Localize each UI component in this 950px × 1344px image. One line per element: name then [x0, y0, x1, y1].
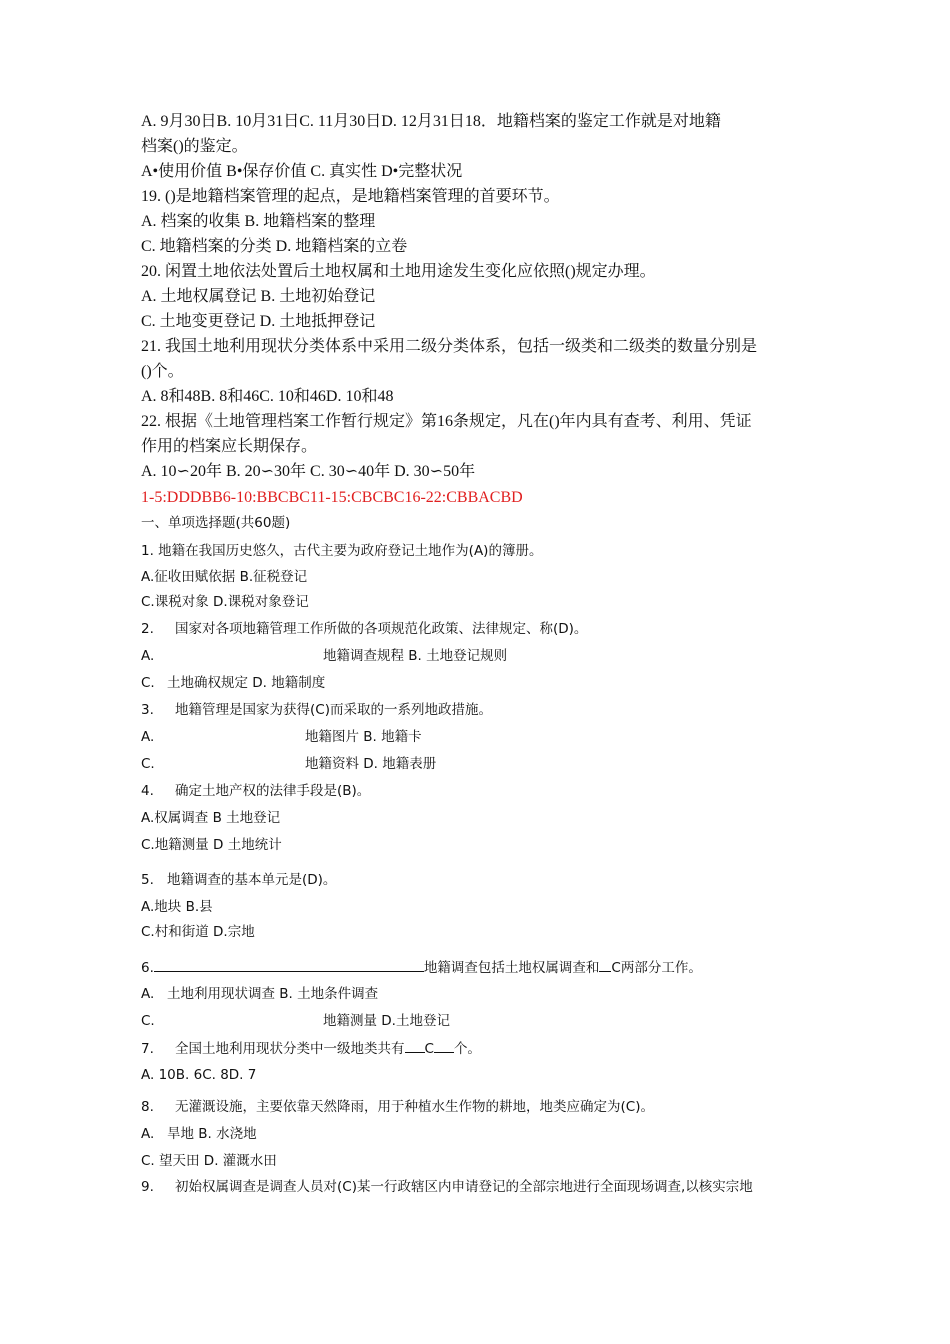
question-number: 3. — [141, 702, 154, 718]
text-line: A•使用价值 B•保存价值 C. 真实性 D•完整状况 — [141, 163, 463, 180]
answer-blank — [154, 957, 424, 972]
answer-blank — [405, 1038, 425, 1053]
question-number: 2. — [141, 621, 154, 637]
text-line: 档案()的鉴定。 — [141, 138, 248, 155]
question-number: 8. — [141, 1099, 154, 1115]
section-title: 一、单项选择题(共60题) — [141, 515, 291, 531]
option-text: 土地利用现状调查 B. 土地条件调查 — [167, 986, 379, 1002]
answer-blank — [434, 1038, 454, 1053]
option-text: 地籍调查规程 B. 土地登记规则 — [323, 648, 508, 664]
question-number: 6. — [141, 960, 154, 976]
question-8 — [141, 1097, 654, 1117]
option-label: A. — [141, 729, 155, 745]
answer-key: 1-5:DDDBB6-10:BBCBC11-15:CBCBC16-22:CBBACBD — [141, 489, 523, 506]
question-number: 9. — [141, 1179, 154, 1195]
answer-letter: C — [424, 1041, 434, 1057]
question-number: 5. — [141, 872, 154, 888]
question-text: 初始权属调查是调查人员对(C)某一行政辖区内申请登记的全部宗地进行全面现场调查,以核实宗地 — [175, 1179, 753, 1195]
options-line — [141, 727, 422, 747]
text-line: C. 土地变更登记 D. 土地抵押登记 — [141, 313, 376, 330]
options-line — [141, 1011, 450, 1031]
question-number: 4. — [141, 783, 154, 799]
text-line: ()个。 — [141, 363, 184, 380]
answer-blank — [599, 957, 611, 972]
question-tail: 两部分工作。 — [620, 960, 702, 976]
text-line: A. 9月30日B. 10月31日C. 11月30日D. 12月31日18．地籍档案的鉴定工作就是对地籍 — [141, 113, 721, 130]
text-line: A. 10∽20年 B. 20∽30年 C. 30∽40年 D. 30∽50年 — [141, 463, 476, 480]
question-19: 19. ()是地籍档案管理的起点，是地籍档案管理的首要环节。 — [141, 188, 560, 205]
question-5 — [141, 870, 336, 890]
text-line: C. 地籍档案的分类 D. 地籍档案的立卷 — [141, 238, 408, 255]
options-line: A.地块 B.县 — [141, 899, 213, 915]
question-tail: 个。 — [453, 1041, 481, 1057]
options-line — [141, 646, 507, 666]
question-7 — [141, 1038, 481, 1059]
option-text: 地籍资料 D. 地籍表册 — [305, 756, 437, 772]
question-text: 确定土地产权的法律手段是(B)。 — [175, 783, 371, 799]
question-21: 21. 我国土地利用现状分类体系中采用二级分类体系，包括一级类和二级类的数量分别是 — [141, 338, 758, 355]
option-label: A. — [141, 648, 155, 664]
option-text: 土地确权规定 D. 地籍制度 — [167, 675, 326, 691]
answer-letter: C — [611, 960, 621, 976]
question-3 — [141, 700, 492, 720]
options-line: C.地籍测量 D 土地统计 — [141, 837, 282, 853]
text-line: 作用的档案应长期保存。 — [141, 438, 318, 455]
options-line — [141, 984, 378, 1004]
options-line — [141, 1124, 257, 1144]
option-text: 地籍测量 D.土地登记 — [323, 1013, 450, 1029]
question-6 — [141, 957, 702, 978]
options-line — [141, 754, 436, 774]
text-line: A. 8和48B. 8和46C. 10和46D. 10和48 — [141, 388, 394, 405]
options-line: A.权属调查 B 土地登记 — [141, 810, 281, 826]
question-number: 7. — [141, 1041, 154, 1057]
options-line: C.课税对象 D.课税对象登记 — [141, 594, 309, 610]
text-line: A. 档案的收集 B. 地籍档案的整理 — [141, 213, 376, 230]
question-text: 国家对各项地籍管理工作所做的各项规范化政策、法律规定、称(D)。 — [175, 621, 588, 637]
question-text: 无灌溉设施，主要依靠天然降雨，用于种植水生作物的耕地，地类应确定为(C)。 — [175, 1099, 654, 1115]
question-1: 1. 地籍在我国历史悠久，古代主要为政府登记土地作为(A)的簿册。 — [141, 543, 543, 559]
question-text: 全国土地利用现状分类中一级地类共有 — [175, 1041, 405, 1057]
options-line: C. 望天田 D. 灌溉水田 — [141, 1153, 277, 1169]
text-line: A. 土地权属登记 B. 土地初始登记 — [141, 288, 376, 305]
option-label: C. — [141, 675, 155, 691]
question-20: 20. 闲置土地依法处置后土地权属和土地用途发生变化应依照()规定办理。 — [141, 263, 656, 280]
question-text: 地籍管理是国家为获得(C)而采取的一系列地政措施。 — [175, 702, 492, 718]
question-text: 地籍调查包括土地权属调查和 — [423, 960, 600, 976]
option-label: C. — [141, 756, 155, 772]
option-label: A. — [141, 1126, 155, 1142]
option-label: A. — [141, 986, 155, 1002]
options-line: A.征收田赋依据 B.征税登记 — [141, 569, 308, 585]
options-line: C.村和街道 D.宗地 — [141, 924, 255, 940]
question-2 — [141, 619, 587, 639]
options-line — [141, 673, 325, 693]
question-4 — [141, 781, 370, 801]
option-text: 地籍图片 B. 地籍卡 — [305, 729, 422, 745]
question-text: 地籍调查的基本单元是(D)。 — [167, 872, 337, 888]
option-label: C. — [141, 1013, 155, 1029]
options-line: A. 10B. 6C. 8D. 7 — [141, 1067, 257, 1083]
option-text: 旱地 B. 水浇地 — [167, 1126, 257, 1142]
question-22: 22. 根据《土地管理档案工作暂行规定》第16条规定，凡在()年内具有查考、利用、凭证 — [141, 413, 752, 430]
question-9 — [141, 1177, 753, 1197]
